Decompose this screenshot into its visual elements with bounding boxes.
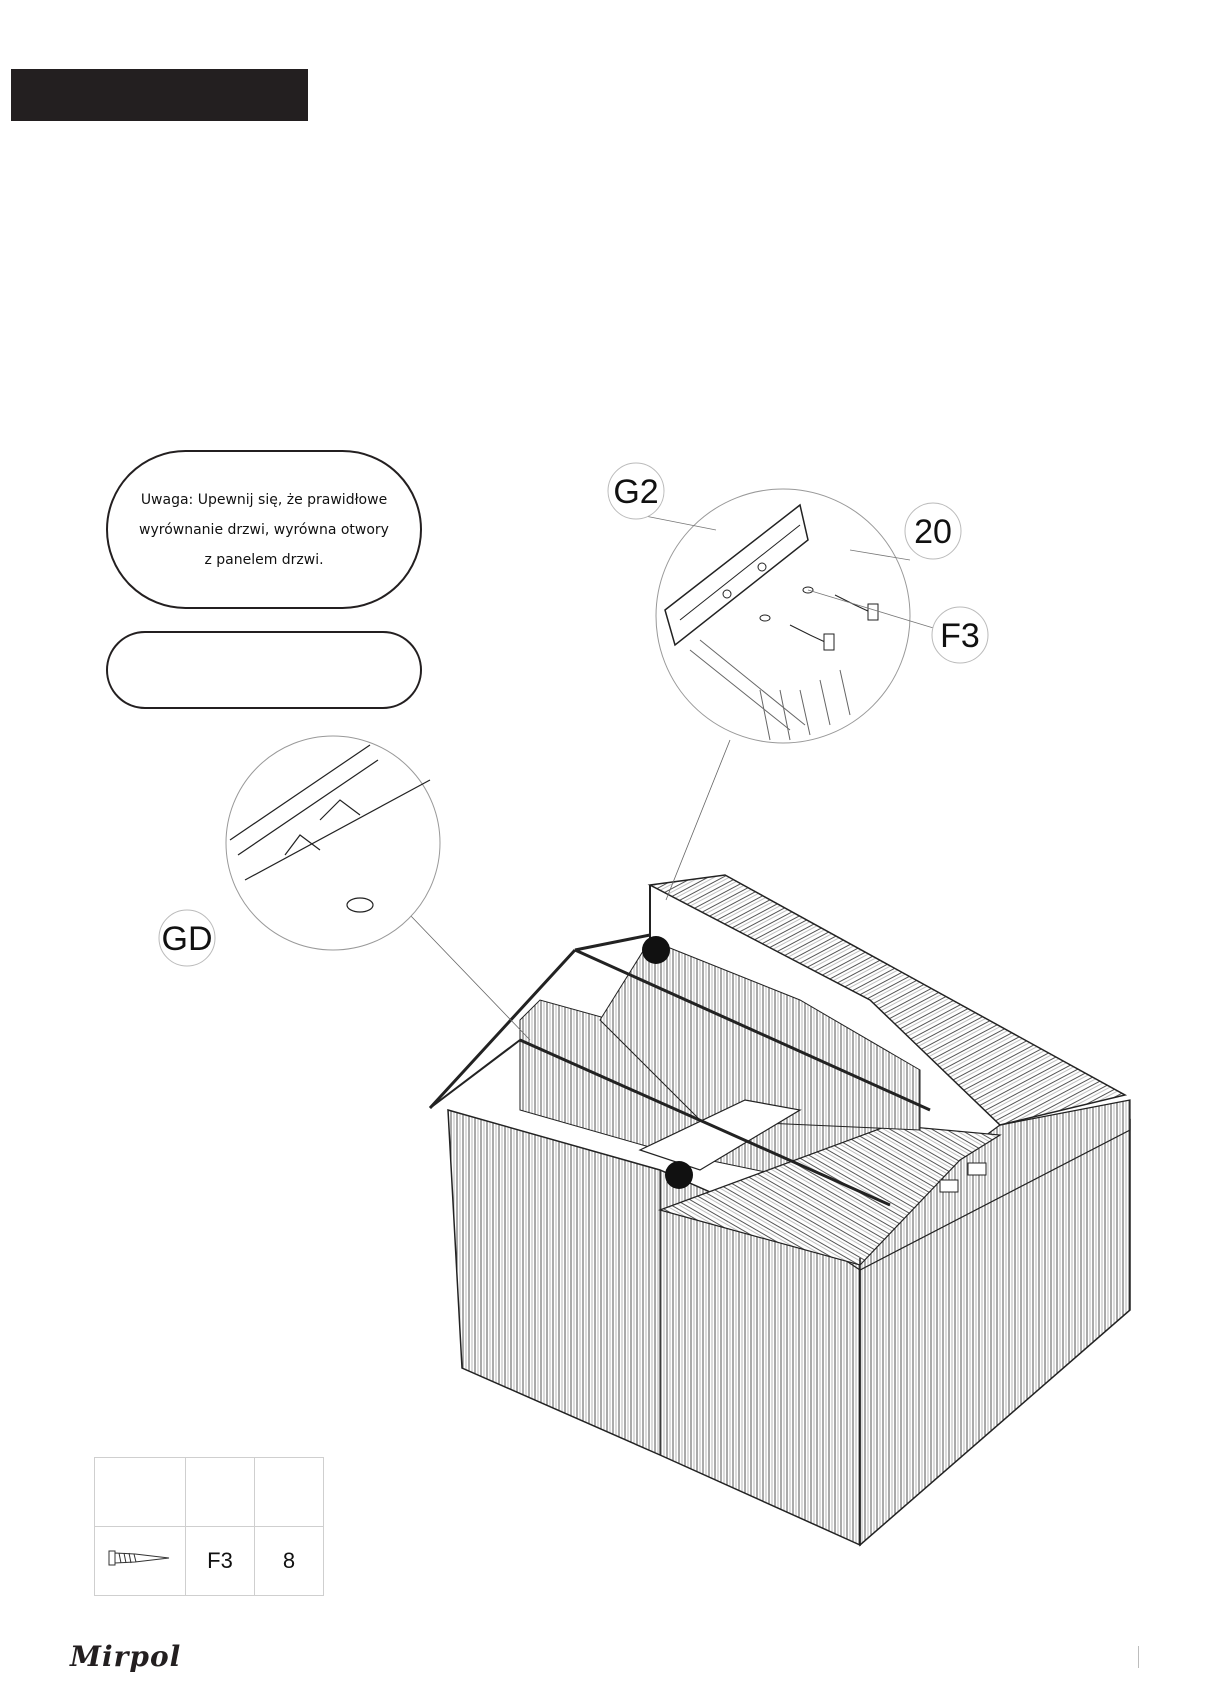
callout-gd bbox=[159, 910, 215, 966]
detail-circle-gd bbox=[226, 736, 440, 950]
table-row bbox=[95, 1527, 324, 1596]
detail-circle-g2 bbox=[640, 489, 940, 743]
marker-dot-lower bbox=[665, 1161, 693, 1189]
svg-text:20: 20 bbox=[914, 513, 952, 551]
note-text: Uwaga: Upewnij się, że prawidłowe wyrównanie drzwi, wyrówna otwory z panelem drzwi. bbox=[139, 491, 389, 568]
svg-text:GD: GD bbox=[161, 920, 213, 958]
parts-table-header-row bbox=[95, 1458, 324, 1527]
parts-table bbox=[94, 1457, 324, 1596]
table-header-cell bbox=[255, 1458, 324, 1527]
screw-icon bbox=[95, 1527, 186, 1596]
part-code: F3 bbox=[186, 1527, 255, 1596]
shed-body bbox=[430, 875, 1130, 1545]
brand-logo: Mirpol bbox=[70, 1640, 182, 1673]
svg-text:G2: G2 bbox=[613, 473, 659, 511]
marker-dot-upper bbox=[642, 936, 670, 964]
page-divider bbox=[1138, 1646, 1139, 1668]
table-header-cell bbox=[186, 1458, 255, 1527]
callout-part-20 bbox=[905, 503, 961, 559]
part-quantity: 8 bbox=[255, 1527, 324, 1596]
callout-f3 bbox=[932, 607, 988, 663]
callout-g2 bbox=[608, 463, 664, 519]
svg-text:F3: F3 bbox=[940, 617, 980, 655]
table-header-cell bbox=[95, 1458, 186, 1527]
